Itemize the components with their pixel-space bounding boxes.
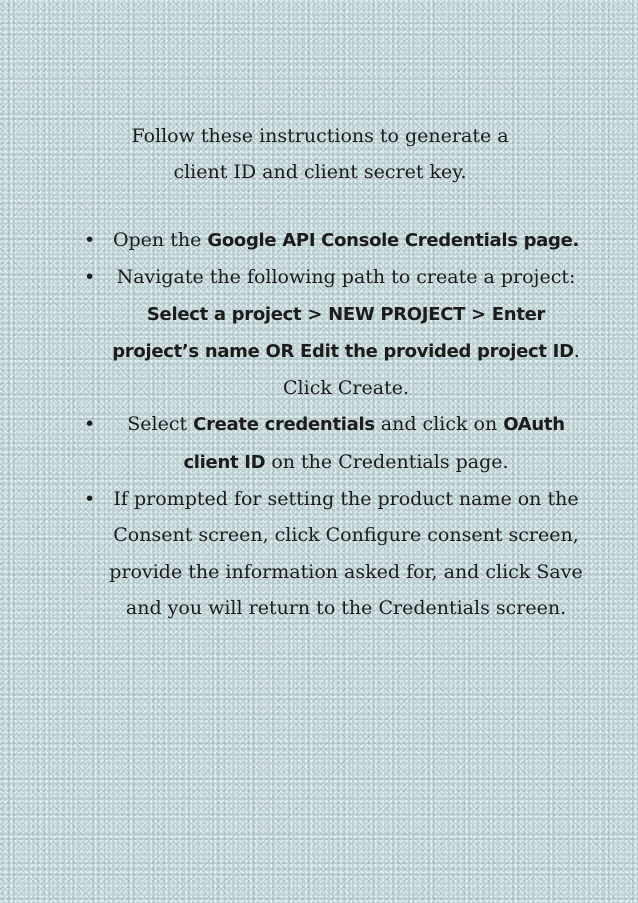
- step-3-bold-create-credentials: Create credentials: [193, 414, 375, 436]
- step-1-text-part: Open the: [112, 229, 208, 251]
- step-2-text-part: Navigate the following path to create a project:: [116, 266, 576, 289]
- step-text: [127, 413, 565, 472]
- step-text: [109, 488, 582, 619]
- bullet-icon: •: [84, 266, 96, 289]
- instruction-list: [84, 222, 588, 626]
- step-3-text-part: Select: [127, 413, 194, 436]
- list-item-create-credentials: [84, 406, 588, 481]
- step-text: [112, 266, 580, 399]
- step-2-bold-path: Select a project > NEW PROJECT > Enter project’s name OR Edit the provided project ID: [112, 303, 574, 362]
- intro-line-1: Follow these instructions to generate a: [131, 125, 509, 147]
- list-item-open-console: [84, 222, 588, 259]
- step-2-text-part: . Click Create.: [283, 339, 580, 400]
- step-text: [113, 229, 579, 251]
- step-3-text-part: and click on: [374, 413, 504, 436]
- list-item-consent-screen: [84, 481, 588, 626]
- intro-paragraph: [60, 118, 580, 190]
- intro-line-2: client ID and client secret key.: [173, 161, 467, 183]
- list-item-create-project: [84, 259, 588, 406]
- bullet-icon: •: [84, 229, 96, 251]
- step-1-bold-link-text: Google API Console Credentials page.: [207, 230, 580, 251]
- bullet-icon: •: [84, 413, 96, 436]
- step-3-bold-oauth-client-id: OAuth client ID: [183, 414, 565, 473]
- bullet-icon: •: [84, 488, 96, 511]
- step-3-text-part: on the Credentials page.: [265, 450, 509, 473]
- step-4-text-part: If prompted for setting the product name on the Consent screen, click Configure consent screen, provide the information asked for, and click Save and you will return to the Credentials screen.: [109, 488, 583, 619]
